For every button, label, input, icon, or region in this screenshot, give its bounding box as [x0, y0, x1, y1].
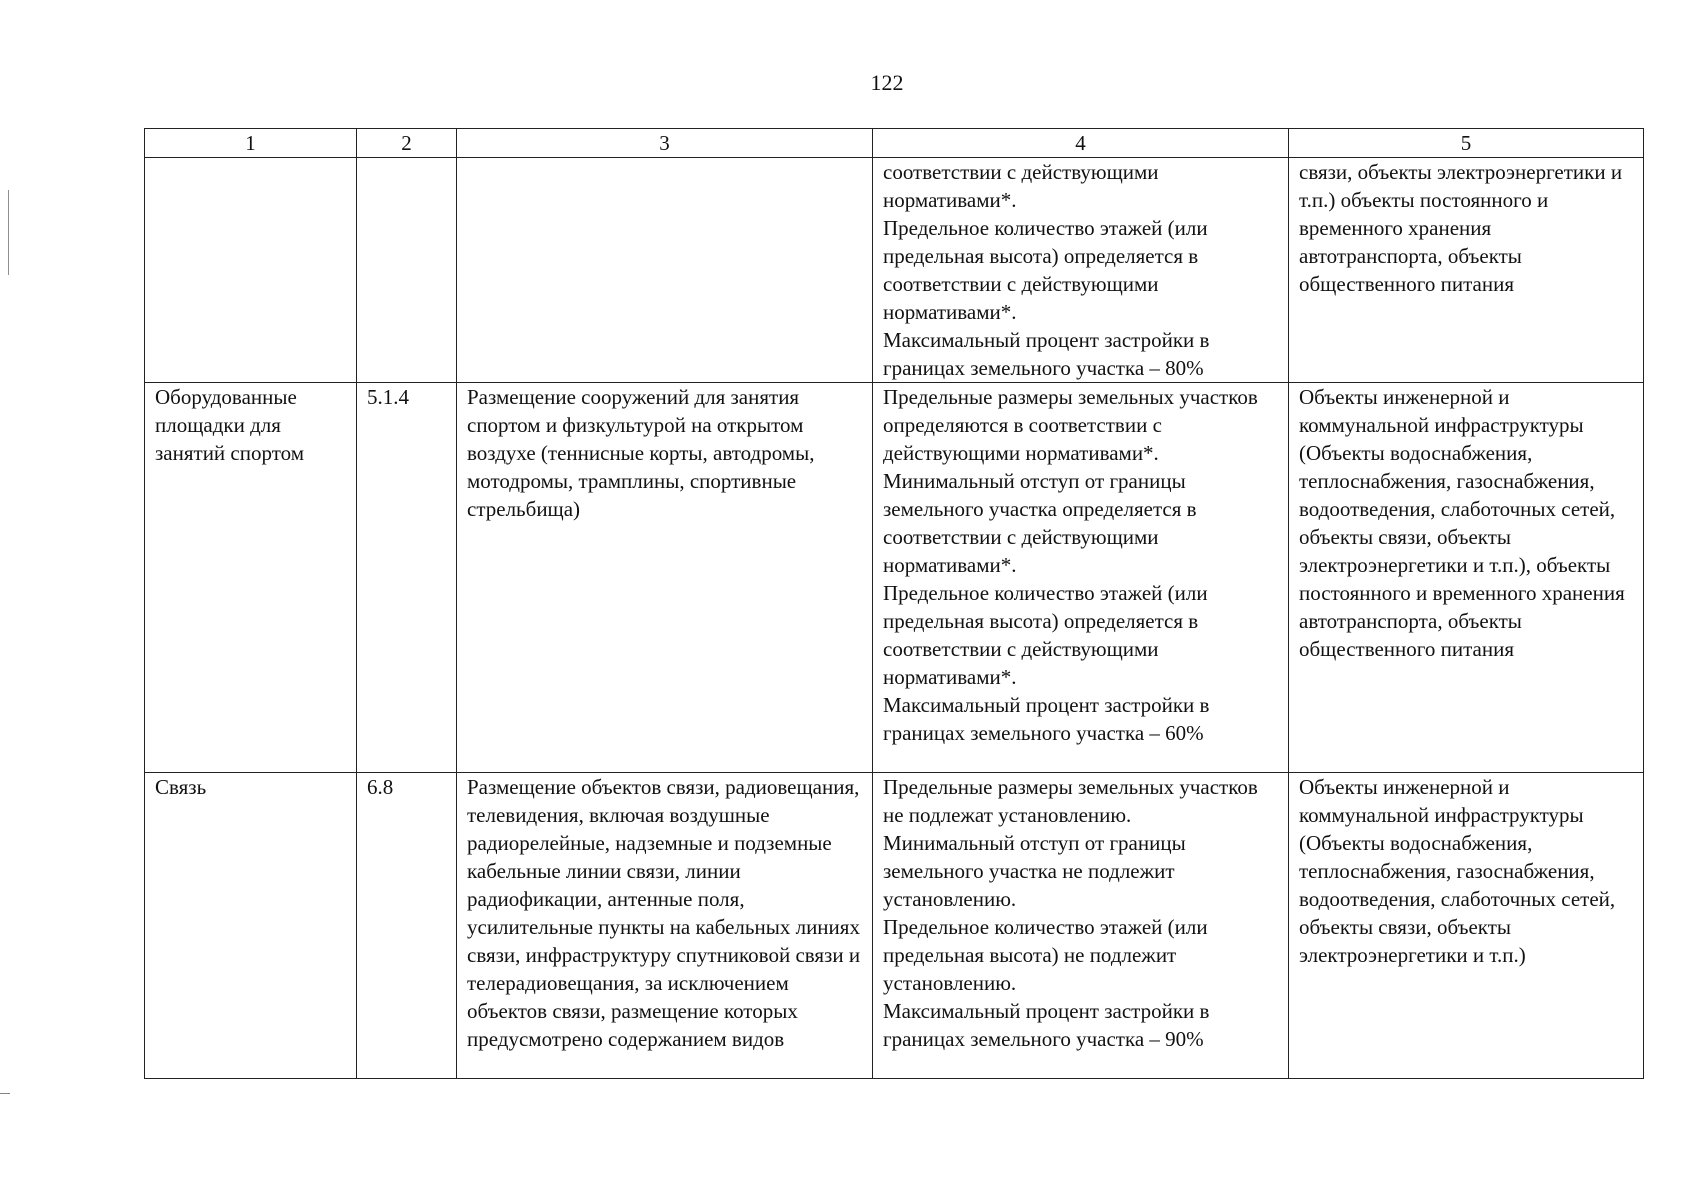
table-row [145, 383, 1644, 773]
land-use-table [144, 128, 1644, 1079]
use-name-cell [145, 158, 357, 383]
use-name-cell: Оборудованные площадки для занятий спортом [145, 383, 357, 773]
column-header: 1 [145, 129, 357, 158]
table-row [145, 773, 1644, 1079]
use-code-cell [357, 158, 457, 383]
parameter-line: Минимальный отступ от границы земельного участка определяется в соответствии с действующими нормативами*. [883, 469, 1197, 577]
parameter-line: границах земельного участка – 80% [883, 356, 1204, 380]
parameters-cell [873, 158, 1289, 383]
scan-artifact [0, 1093, 10, 1094]
parameter-line: предельная высота) определяется в [883, 244, 1199, 268]
page-number: 122 [870, 70, 904, 95]
use-name-cell: Связь [145, 773, 357, 1079]
parameter-line: Предельные размеры земельных участков не подлежат установлению. [883, 775, 1258, 827]
parameter-line: Максимальный процент застройки в границах земельного участка – 60% [883, 693, 1210, 745]
parameter-line: нормативами*. [883, 300, 1017, 324]
use-description-cell: Размещение сооружений для занятия спортом и физкультурой на открытом воздухе (теннисные корты, автодромы, мотодромы, трамплины, спортивные стрельбища) [457, 383, 873, 773]
parameter-line: Предельное количество этажей (или предельная высота) определяется в соответствии с действующими нормативами*. [883, 581, 1208, 689]
parameters-cell [873, 773, 1289, 1079]
auxiliary-objects-cell: Объекты инженерной и коммунальной инфраструктуры (Объекты водоснабжения, теплоснабжения, газоснабжения, водоотведения, слаботочных сетей, объекты связи, объекты электроэнергетики и т.п.), объекты постоянного и временного хранения автотранспорта, объекты общественного питания [1289, 383, 1644, 773]
parameter-line: Максимальный процент застройки в границах земельного участка – 90% [883, 999, 1210, 1051]
parameter-line: Предельное количество этажей (или [883, 216, 1208, 240]
auxiliary-objects-cell: связи, объекты электроэнергетики и т.п.) объекты постоянного и временного хранения автотранспорта, объекты общественного питания [1289, 158, 1644, 383]
use-code-cell: 6.8 [357, 773, 457, 1079]
table-row [145, 158, 1644, 383]
column-header: 2 [357, 129, 457, 158]
auxiliary-objects-cell: Объекты инженерной и коммунальной инфраструктуры (Объекты водоснабжения, теплоснабжения, газоснабжения, водоотведения, слаботочных сетей, объекты связи, объекты электроэнергетики и т.п.) [1289, 773, 1644, 1079]
parameter-line: соответствии с действующими [883, 272, 1159, 296]
use-code-cell: 5.1.4 [357, 383, 457, 773]
parameter-line: Минимальный отступ от границы земельного участка не подлежит установлению. [883, 831, 1186, 911]
parameters-cell [873, 383, 1289, 773]
parameter-line: нормативами*. [883, 188, 1017, 212]
use-description-cell: Размещение объектов связи, радиовещания, телевидения, включая воздушные радиорелейные, надземные и подземные кабельные линии связи, линии радиофикации, антенные поля, усилительные пункты на кабельных линиях связи, инфраструктуру спутниковой связи и телерадиовещания, за исключением объектов связи, размещение которых предусмотрено содержанием видов [457, 773, 873, 1079]
column-number-row [145, 129, 1644, 158]
use-description-cell [457, 158, 873, 383]
parameter-line: Предельное количество этажей (или предельная высота) не подлежит установлению. [883, 915, 1208, 995]
scan-artifact [8, 190, 9, 275]
parameter-line: Предельные размеры земельных участков определяются в соответствии с действующими нормативами*. [883, 385, 1258, 465]
parameter-line: соответствии с действующими [883, 160, 1159, 184]
parameter-line: Максимальный процент застройки в [883, 328, 1210, 352]
column-header: 3 [457, 129, 873, 158]
column-header: 4 [873, 129, 1289, 158]
column-header: 5 [1289, 129, 1644, 158]
